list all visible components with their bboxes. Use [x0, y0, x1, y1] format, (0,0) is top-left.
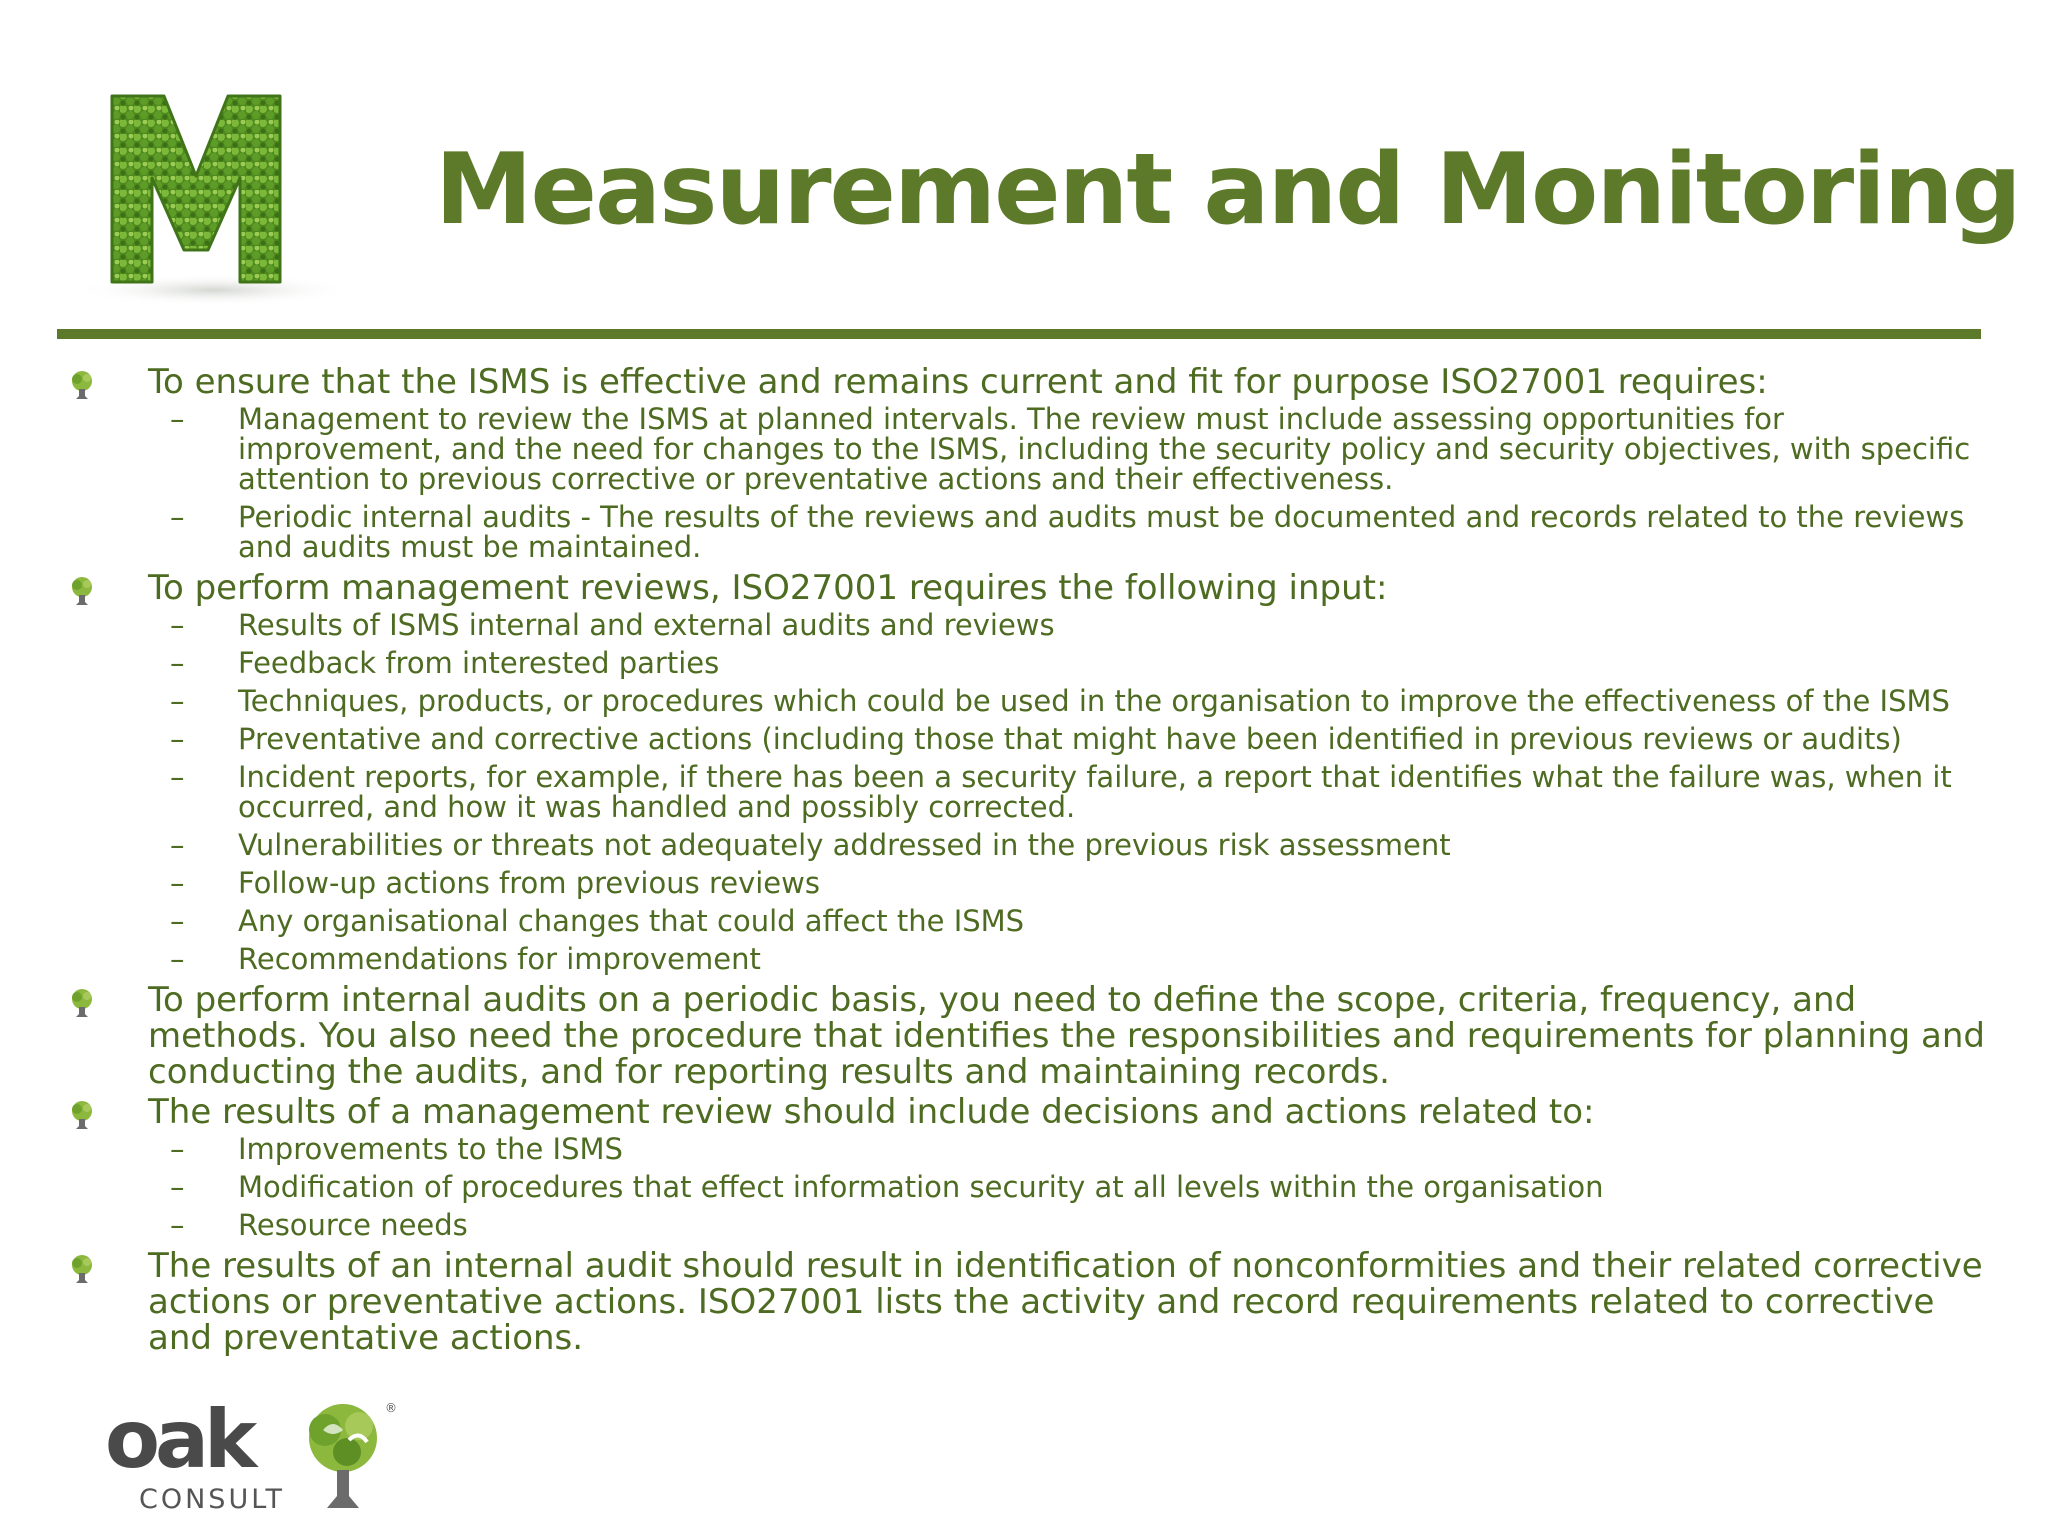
sub-item-text: Vulnerabilities or threats not adequately addressed in the previous risk assessment	[238, 828, 1451, 862]
sub-item-text: Recommendations for improvement	[238, 942, 761, 976]
sub-item	[0, 762, 2048, 822]
dash-marker: –	[170, 942, 185, 976]
dash-marker: –	[170, 866, 185, 900]
tree-bullet-icon	[68, 370, 96, 400]
sub-item-text: Preventative and corrective actions (including those that might have been identified in previous reviews or audits)	[238, 722, 1902, 756]
sub-item-text: Management to review the ISMS at planned intervals. The review must include assessing opportunities for improvement, and the need for changes to the ISMS, including the security policy and security objectives, with specific attention to previous corrective or preventative actions and their effectiveness.	[238, 402, 1971, 496]
bullet-item	[0, 364, 2048, 400]
dash-marker: –	[170, 760, 185, 794]
sub-list	[0, 610, 2048, 974]
sub-item	[0, 906, 2048, 936]
dash-marker: –	[170, 1132, 185, 1166]
sub-item	[0, 502, 2048, 562]
sub-item-text: Incident reports, for example, if there has been a security failure, a report that identifies what the failure was, when it occurred, and how it was handled and possibly corrected.	[238, 760, 1952, 824]
tree-logo-icon	[293, 1400, 397, 1512]
oak-consult-logo	[105, 1393, 405, 1515]
sub-item-text: Techniques, products, or procedures which could be used in the organisation to improve the effectiveness of the ISMS	[238, 684, 1950, 718]
sub-item	[0, 1134, 2048, 1164]
sub-item-text: Results of ISMS internal and external audits and reviews	[238, 608, 1055, 642]
leafy-letter-m-image	[64, 78, 354, 308]
dash-marker: –	[170, 722, 185, 756]
dash-marker: –	[170, 684, 185, 718]
page-title: Measurement and Monitoring	[435, 133, 2020, 247]
bullet-item	[0, 1248, 2048, 1356]
sub-item-text: Resource needs	[238, 1208, 468, 1242]
logo-wordmark: oak	[105, 1393, 253, 1486]
sub-list	[0, 1134, 2048, 1240]
tree-bullet-icon	[68, 988, 96, 1018]
sub-item	[0, 1172, 2048, 1202]
dash-marker: –	[170, 402, 185, 436]
sub-item	[0, 724, 2048, 754]
bullet-text: The results of an internal audit should result in identification of nonconformities and their related corrective actions or preventative actions. ISO27001 lists the activity and record requirements related to corrective and preventative actions.	[148, 1246, 1983, 1358]
sub-item-text: Improvements to the ISMS	[238, 1132, 623, 1166]
tree-bullet-icon	[68, 576, 96, 606]
sub-item	[0, 686, 2048, 716]
sub-item	[0, 1210, 2048, 1240]
sub-item-text: Periodic internal audits - The results of the reviews and audits must be documented and records related to the reviews and audits must be maintained.	[238, 500, 1965, 564]
sub-item	[0, 868, 2048, 898]
sub-item	[0, 648, 2048, 678]
bullet-item	[0, 1094, 2048, 1130]
registered-mark: ®	[385, 1401, 397, 1415]
bullet-text: The results of a management review should include decisions and actions related to:	[148, 1092, 1595, 1132]
bullet-text: To ensure that the ISMS is effective and remains current and fit for purpose ISO27001 requires:	[148, 362, 1768, 402]
sub-item-text: Any organisational changes that could affect the ISMS	[238, 904, 1025, 938]
dash-marker: –	[170, 608, 185, 642]
sub-item-text: Feedback from interested parties	[238, 646, 720, 680]
sub-item-text: Follow-up actions from previous reviews	[238, 866, 820, 900]
dash-marker: –	[170, 904, 185, 938]
bullet-text: To perform management reviews, ISO27001 requires the following input:	[148, 568, 1388, 608]
sub-list	[0, 404, 2048, 562]
sub-item-text: Modification of procedures that effect information security at all levels within the organisation	[238, 1170, 1604, 1204]
tree-bullet-icon	[68, 1100, 96, 1130]
sub-item	[0, 404, 2048, 494]
dash-marker: –	[170, 646, 185, 680]
logo-subtitle: CONSULT	[139, 1484, 286, 1515]
tree-bullet-icon	[68, 1254, 96, 1284]
dash-marker: –	[170, 500, 185, 534]
dash-marker: –	[170, 1170, 185, 1204]
bullet-item	[0, 982, 2048, 1090]
bullet-text: To perform internal audits on a periodic basis, you need to define the scope, criteria, frequency, and methods. You also need the procedure that identifies the responsibilities and requirements for planning and conducting the audits, and for reporting results and maintaining records.	[148, 980, 1985, 1092]
content-list	[0, 364, 2048, 1360]
sub-item	[0, 610, 2048, 640]
dash-marker: –	[170, 1208, 185, 1242]
dash-marker: –	[170, 828, 185, 862]
bullet-item	[0, 570, 2048, 606]
sub-item	[0, 944, 2048, 974]
title-divider	[57, 329, 1981, 339]
sub-item	[0, 830, 2048, 860]
